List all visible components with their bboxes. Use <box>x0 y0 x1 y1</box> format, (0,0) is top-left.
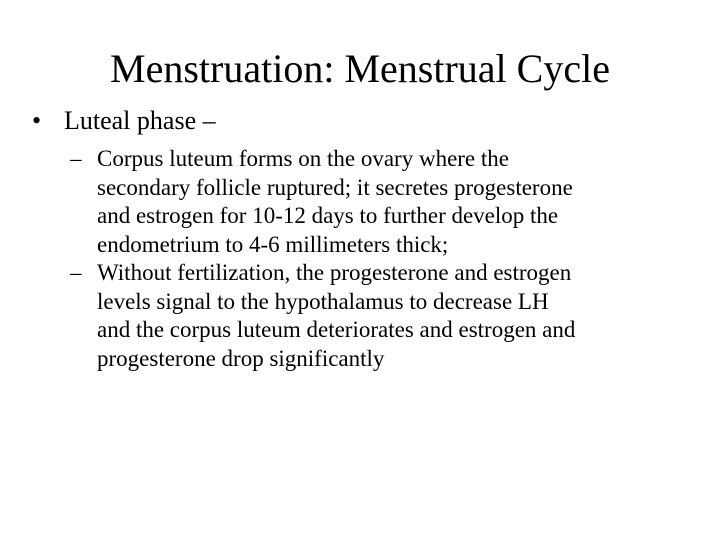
sub-bullet-marker: – <box>70 260 82 285</box>
slide-title: Menstruation: Menstrual Cycle <box>110 46 610 91</box>
sub-bullet-without-fertilization <box>70 259 700 373</box>
sub-bullet-line: secondary follicle ruptured; it secretes progesterone <box>97 174 573 200</box>
sub-bullet-line: levels signal to the hypothalamus to decrease LH <box>97 288 549 314</box>
bullet-luteal-phase <box>32 104 692 138</box>
bullet-text: Luteal phase – <box>64 106 216 135</box>
sub-bullet-list <box>70 145 700 373</box>
sub-bullet-line: progesterone drop significantly <box>97 345 385 371</box>
sub-bullet-line: and the corpus luteum deteriorates and estrogen and <box>97 317 576 342</box>
sub-bullet-line: Corpus luteum forms on the ovary where the <box>97 146 509 171</box>
sub-bullet-marker: – <box>70 146 82 171</box>
sub-bullet-line: endometrium to 4-6 millimeters thick; <box>97 231 449 257</box>
bullet-marker: • <box>32 106 42 135</box>
sub-bullet-line: and estrogen for 10-12 days to further develop the <box>97 203 559 228</box>
sub-bullet-line: Without fertilization, the progesterone and estrogen <box>97 260 572 285</box>
sub-bullet-corpus-luteum <box>70 145 700 259</box>
